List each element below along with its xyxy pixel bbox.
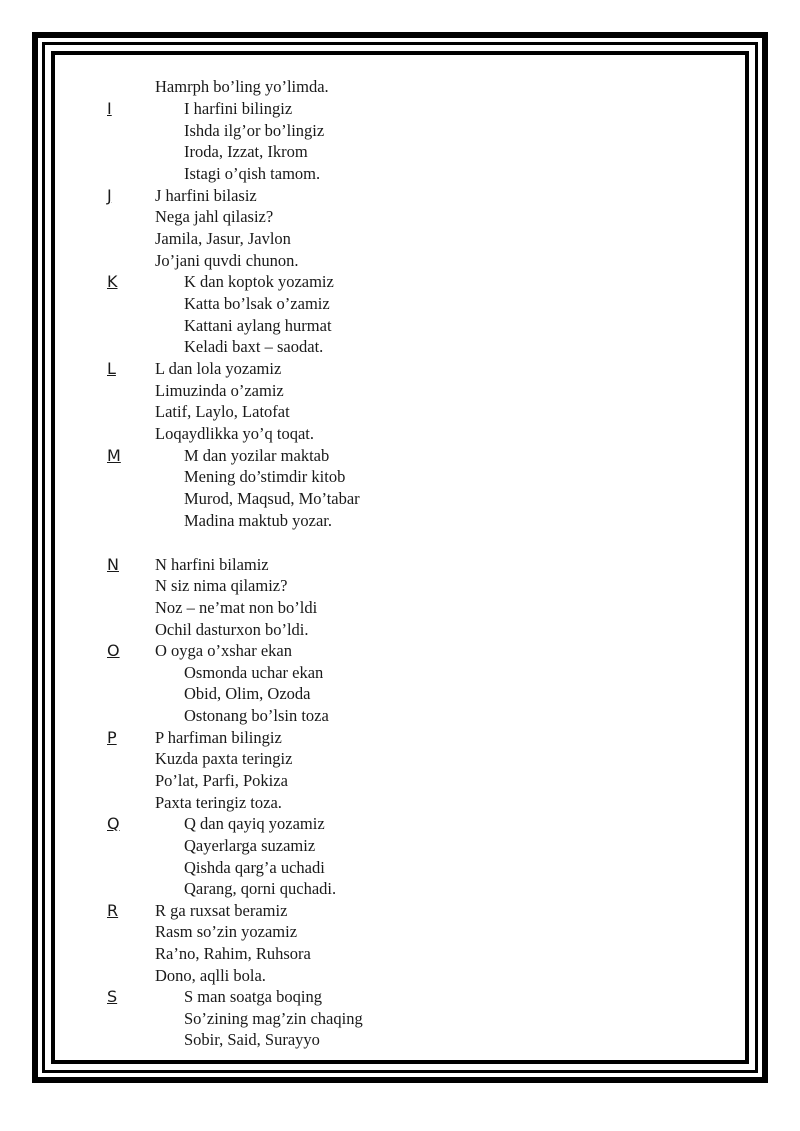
- poem-line: R ga ruxsat beramiz: [155, 901, 288, 920]
- poem-line: M dan yozilar maktab: [184, 446, 330, 465]
- poem-line: Qishda qarg’a uchadi: [184, 858, 325, 877]
- poem-line: Hamrph bo’ling yo’limda.: [155, 77, 329, 96]
- poem-line: Obid, Olim, Ozoda: [184, 684, 311, 703]
- poem-line: O oyga o’xshar ekan: [155, 641, 292, 660]
- poem-line: L dan lola yozamiz: [155, 359, 282, 378]
- poem-line: Dono, aqlli bola.: [155, 966, 266, 985]
- poem-line: Qarang, qorni quchadi.: [184, 879, 337, 898]
- poem-line: Istagi o’qish tamom.: [184, 164, 321, 183]
- poem-line: Paxta teringiz toza.: [155, 793, 282, 812]
- poem-line: Keladi baxt – saodat.: [184, 337, 324, 356]
- poem-line: Jo’jani quvdi chunon.: [155, 251, 299, 270]
- poem-line: Kuzda paxta teringiz: [155, 749, 293, 768]
- poem-line: Jamila, Jasur, Javlon: [155, 229, 291, 248]
- letter-heading-o: O: [107, 641, 120, 660]
- poem-line: Kattani aylang hurmat: [184, 316, 332, 335]
- poem-line: Ochil dasturxon bo’ldi.: [155, 620, 309, 639]
- poem-line: Po’lat, Parfi, Pokiza: [155, 771, 288, 790]
- poem-line: Madina maktub yozar.: [184, 511, 333, 530]
- letter-heading-p: P: [107, 728, 117, 747]
- poem-line: Nega jahl qilasiz?: [155, 207, 274, 226]
- poem-line: Osmonda uchar ekan: [184, 663, 324, 682]
- poem-line: Katta bo’lsak o’zamiz: [184, 294, 330, 313]
- poem-line: Qayerlarga suzamiz: [184, 836, 316, 855]
- poem-line: Noz – ne’mat non bo’ldi: [155, 598, 318, 617]
- poem-line: Mening do’stimdir kitob: [184, 467, 346, 486]
- poem-line: N siz nima qilamiz?: [155, 576, 288, 595]
- letter-heading-i: I: [107, 99, 112, 118]
- letter-heading-n: N: [107, 555, 119, 574]
- letter-heading-j: J: [107, 186, 112, 205]
- poem-line: So’zining mag’zin chaqing: [184, 1009, 363, 1028]
- letter-heading-s: S: [107, 987, 118, 1006]
- poem-line: Loqaydlikka yo’q toqat.: [155, 424, 315, 443]
- poem-line: Sobir, Said, Surayyo: [184, 1030, 320, 1049]
- poem-line: K dan koptok yozamiz: [184, 272, 334, 291]
- poem-line: Iroda, Izzat, Ikrom: [184, 142, 308, 161]
- letter-heading-m: M: [107, 446, 121, 465]
- poem-line: Ra’no, Rahim, Ruhsora: [155, 944, 311, 963]
- letter-heading-q: Q: [107, 814, 120, 833]
- poem-line: Ostonang bo’lsin toza: [184, 706, 329, 725]
- letter-heading-r: R: [107, 901, 119, 920]
- letter-heading-k: K: [107, 272, 118, 291]
- poem-line: S man soatga boqing: [184, 987, 322, 1006]
- poem-line: P harfiman bilingiz: [155, 728, 282, 747]
- poem-line: N harfini bilamiz: [155, 555, 269, 574]
- poem-line: Rasm so’zin yozamiz: [155, 922, 298, 941]
- poem-line: I harfini bilingiz: [184, 99, 293, 118]
- poem-line: Limuzinda o’zamiz: [155, 381, 284, 400]
- poem-line: Latif, Laylo, Latofat: [155, 402, 290, 421]
- poem-line: Q dan qayiq yozamiz: [184, 814, 325, 833]
- poem-line: Murod, Maqsud, Mo’tabar: [184, 489, 360, 508]
- letter-heading-l: L: [107, 359, 116, 378]
- poem-line: Ishda ilg’or bo’lingiz: [184, 121, 325, 140]
- poem-line: J harfini bilasiz: [155, 186, 257, 205]
